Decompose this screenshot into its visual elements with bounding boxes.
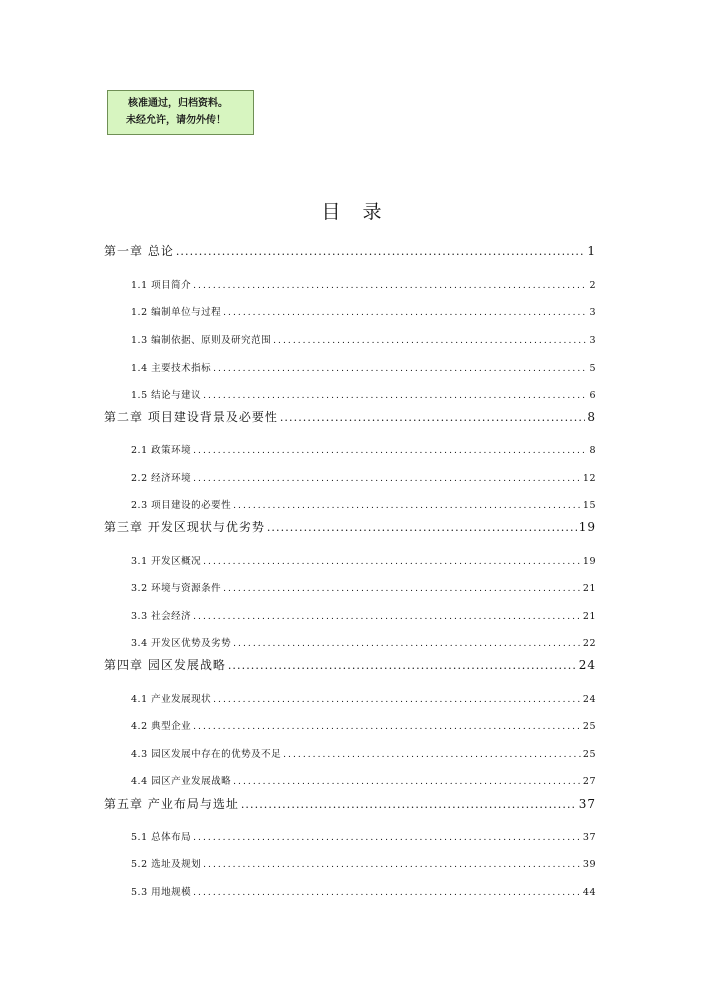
toc-entry-label: 4.3 园区发展中存在的优势及不足 — [131, 749, 282, 760]
toc-section-entry[interactable] — [131, 332, 596, 346]
toc-entry-label: 5.3 用地规模 — [131, 887, 192, 898]
toc-section-entry[interactable] — [131, 470, 596, 484]
toc-chapter-entry[interactable] — [104, 518, 596, 535]
toc-page-number: 44 — [582, 887, 596, 898]
toc-entry-label: 第五章 产业布局与选址 — [104, 797, 239, 811]
toc-dot-leader — [223, 307, 587, 318]
toc-page-number: 24 — [582, 694, 596, 705]
toc-page-number: 39 — [582, 859, 596, 870]
toc-section-entry[interactable] — [131, 553, 596, 567]
toc-page-number: 5 — [589, 363, 596, 374]
toc-chapter-entry[interactable] — [104, 795, 596, 812]
toc-page-number: 8 — [589, 445, 596, 456]
toc-entry-label: 4.2 典型企业 — [131, 721, 192, 732]
toc-section-entry[interactable] — [131, 718, 596, 732]
toc-section-entry[interactable] — [131, 580, 596, 594]
toc-dot-leader — [203, 859, 581, 870]
toc-section-entry[interactable] — [131, 829, 596, 843]
toc-dot-leader — [176, 244, 586, 258]
toc-entry-label: 第三章 开发区现状与优劣势 — [104, 520, 265, 534]
toc-title: 目 录 — [321, 201, 390, 223]
toc-dot-leader — [213, 363, 587, 374]
toc-page-number: 1 — [587, 244, 596, 258]
toc-section-entry[interactable] — [131, 277, 596, 291]
toc-page-number: 15 — [582, 500, 596, 511]
toc-page-number: 25 — [582, 749, 596, 760]
toc-dot-leader — [267, 520, 577, 534]
toc-dot-leader — [193, 445, 587, 456]
toc-dot-leader — [241, 797, 577, 811]
toc-dot-leader — [193, 473, 581, 484]
toc-dot-leader — [280, 410, 586, 424]
toc-chapter-entry[interactable] — [104, 408, 596, 425]
toc-dot-leader — [233, 776, 581, 787]
toc-section-entry[interactable] — [131, 360, 596, 374]
stamp-line-2: 未经允许，请勿外传！ — [126, 115, 226, 126]
toc-section-entry[interactable] — [131, 304, 596, 318]
toc-page-number: 37 — [582, 832, 596, 843]
toc-section-entry[interactable] — [131, 773, 596, 787]
toc-entry-label: 2.3 项目建设的必要性 — [131, 500, 232, 511]
toc-entry-label: 1.2 编制单位与过程 — [131, 307, 222, 318]
toc-dot-leader — [273, 335, 587, 346]
toc-chapter-entry[interactable] — [104, 242, 596, 259]
toc-entry-label: 1.4 主要技术指标 — [131, 363, 212, 374]
toc-entry-label: 第二章 项目建设背景及必要性 — [104, 410, 278, 424]
toc-entry-label: 第一章 总论 — [104, 244, 174, 258]
toc-entry-label: 4.4 园区产业发展战略 — [131, 776, 232, 787]
toc-entry-label: 4.1 产业发展现状 — [131, 694, 212, 705]
toc-page-number: 21 — [582, 611, 596, 622]
toc-dot-leader — [193, 832, 581, 843]
toc-page-number: 8 — [587, 410, 596, 424]
toc-page-number: 37 — [578, 797, 596, 811]
toc-entry-label: 5.1 总体布局 — [131, 832, 192, 843]
toc-section-entry[interactable] — [131, 884, 596, 898]
toc-page-number: 19 — [582, 556, 596, 567]
toc-dot-leader — [203, 556, 581, 567]
toc-page-number: 19 — [578, 520, 596, 534]
toc-page-number: 12 — [582, 473, 596, 484]
toc-entry-label: 1.1 项目简介 — [131, 280, 192, 291]
toc-dot-leader — [223, 583, 581, 594]
toc-page-number: 6 — [589, 390, 596, 401]
toc-page-number: 3 — [589, 307, 596, 318]
toc-dot-leader — [233, 500, 581, 511]
toc-page-number: 24 — [578, 658, 596, 672]
toc-section-entry[interactable] — [131, 635, 596, 649]
toc-entry-label: 3.3 社会经济 — [131, 611, 192, 622]
toc-entry-label: 3.1 开发区概况 — [131, 556, 202, 567]
toc-page-number: 25 — [582, 721, 596, 732]
toc-entry-label: 1.5 结论与建议 — [131, 390, 202, 401]
toc-page-number: 21 — [582, 583, 596, 594]
toc-entry-label: 1.3 编制依据、原则及研究范围 — [131, 335, 272, 346]
toc-dot-leader — [193, 887, 581, 898]
toc-entry-label: 3.4 开发区优势及劣势 — [131, 638, 232, 649]
toc-dot-leader — [213, 694, 581, 705]
stamp-line-1: 核准通过，归档资料。 — [128, 98, 228, 109]
toc-page-number: 22 — [582, 638, 596, 649]
toc-entry-label: 5.2 选址及规划 — [131, 859, 202, 870]
toc-dot-leader — [193, 280, 587, 291]
toc-page-number: 2 — [589, 280, 596, 291]
toc-entry-label: 第四章 园区发展战略 — [104, 658, 226, 672]
toc-entry-label: 3.2 环境与资源条件 — [131, 583, 222, 594]
toc-section-entry[interactable] — [131, 691, 596, 705]
toc-page-number: 3 — [589, 335, 596, 346]
toc-entry-label: 2.2 经济环境 — [131, 473, 192, 484]
toc-dot-leader — [193, 611, 581, 622]
toc-section-entry[interactable] — [131, 856, 596, 870]
toc-entry-label: 2.1 政策环境 — [131, 445, 192, 456]
toc-section-entry[interactable] — [131, 497, 596, 511]
toc-section-entry[interactable] — [131, 442, 596, 456]
toc-section-entry[interactable] — [131, 608, 596, 622]
toc-dot-leader — [233, 638, 581, 649]
toc-dot-leader — [193, 721, 581, 732]
toc-dot-leader — [228, 658, 577, 672]
toc-section-entry[interactable] — [131, 387, 596, 401]
toc-chapter-entry[interactable] — [104, 656, 596, 673]
toc-section-entry[interactable] — [131, 746, 596, 760]
toc-dot-leader — [283, 749, 581, 760]
toc-dot-leader — [203, 390, 587, 401]
toc-page-number: 27 — [582, 776, 596, 787]
